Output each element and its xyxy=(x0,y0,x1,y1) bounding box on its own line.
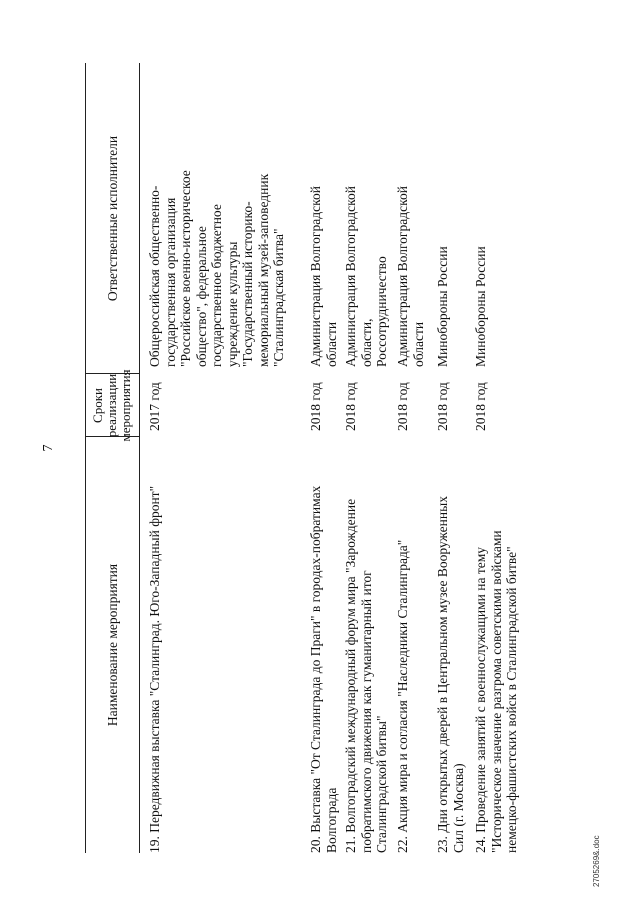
responsible-line: общество", федеральное xyxy=(193,226,209,367)
event-name-line: "Историческое значение разгрома советскими войсками xyxy=(488,530,504,853)
period-cell: 2018 год xyxy=(473,382,488,431)
event-name-line: Волгограда xyxy=(323,787,339,853)
responsible-line: области, xyxy=(358,318,374,367)
header-bottom-rule xyxy=(139,63,140,853)
period-cell: 2018 год xyxy=(395,382,410,431)
responsible-line: Россотрудничество xyxy=(374,256,389,367)
event-name-line: 23. Дни открытых дверей в Центральном музее Вооруженных xyxy=(435,496,450,853)
event-name-cell xyxy=(308,445,339,853)
period-cell: 2018 год xyxy=(343,382,358,431)
responsible-cell xyxy=(435,67,451,367)
header-period-line: Сроки xyxy=(90,388,105,423)
header-period-line: мероприятия xyxy=(118,369,133,442)
responsible-line: Администрация Волгоградской xyxy=(343,186,358,367)
responsible-line: области xyxy=(323,321,339,367)
event-name-line: 19. Передвижная выставка "Сталинград. Юго-Западный фронт" xyxy=(147,485,162,853)
responsible-line: "Государственный историко- xyxy=(240,201,255,367)
responsible-cell xyxy=(308,67,339,367)
header-period xyxy=(85,369,139,442)
event-name-line: Сил (г. Москва) xyxy=(450,763,466,853)
event-name-line: 21. Волгоградский международный форум мира "Зарождение xyxy=(343,498,358,853)
responsible-cell xyxy=(147,67,287,367)
responsible-line: Минобороны России xyxy=(473,246,488,367)
responsible-cell xyxy=(343,67,390,367)
period-cell: 2018 год xyxy=(435,382,450,431)
event-name-cell xyxy=(147,445,163,853)
event-name-cell xyxy=(473,445,520,853)
page-number: 7 xyxy=(41,444,56,452)
responsible-line: "Сталинградская битва" xyxy=(271,228,286,367)
responsible-cell xyxy=(395,67,426,367)
events-table xyxy=(85,63,545,853)
responsible-line: Администрация Волгоградской xyxy=(395,186,410,367)
event-name-line: немецко-фашистских войск в Сталинградской битве" xyxy=(504,546,519,853)
file-reference: 2705269&.doc xyxy=(592,835,601,887)
event-name-line: Сталинградской битвы" xyxy=(374,715,389,853)
responsible-line: Администрация Волгоградской xyxy=(308,186,323,367)
period-cell: 2018 год xyxy=(308,382,323,431)
event-name-line: побратимского движения как гуманитарный итог xyxy=(358,570,374,853)
responsible-line: государственная организация xyxy=(162,197,178,367)
responsible-line: учреждение культуры xyxy=(224,241,240,367)
event-name-cell xyxy=(435,445,466,853)
responsible-line: государственное бюджетное xyxy=(209,204,224,367)
responsible-line: мемориальный музей-заповедник xyxy=(255,173,271,367)
event-name-line: 24. Проведение занятий с военнослужащими на тему xyxy=(473,546,488,853)
header-event-name: Наименование мероприятия xyxy=(104,563,120,727)
responsible-cell xyxy=(473,67,489,367)
event-name-cell xyxy=(343,445,390,853)
responsible-line: области xyxy=(410,321,426,367)
responsible-line: Общероссийская общественно- xyxy=(147,185,162,367)
event-name-cell xyxy=(395,445,411,853)
header-period-line: реализации xyxy=(104,373,119,438)
responsible-line: "Российское военно-историческое xyxy=(178,170,193,367)
responsible-line: Минобороны России xyxy=(435,246,450,367)
period-cell: 2017 год xyxy=(147,382,162,431)
header-responsible: Ответственные исполнители xyxy=(104,135,120,302)
event-name-line: 22. Акция мира и согласия "Наследники Сталинграда" xyxy=(395,539,410,853)
event-name-line: 20. Выставка "От Сталинграда до Праги" в городах-побратимах xyxy=(308,485,323,853)
